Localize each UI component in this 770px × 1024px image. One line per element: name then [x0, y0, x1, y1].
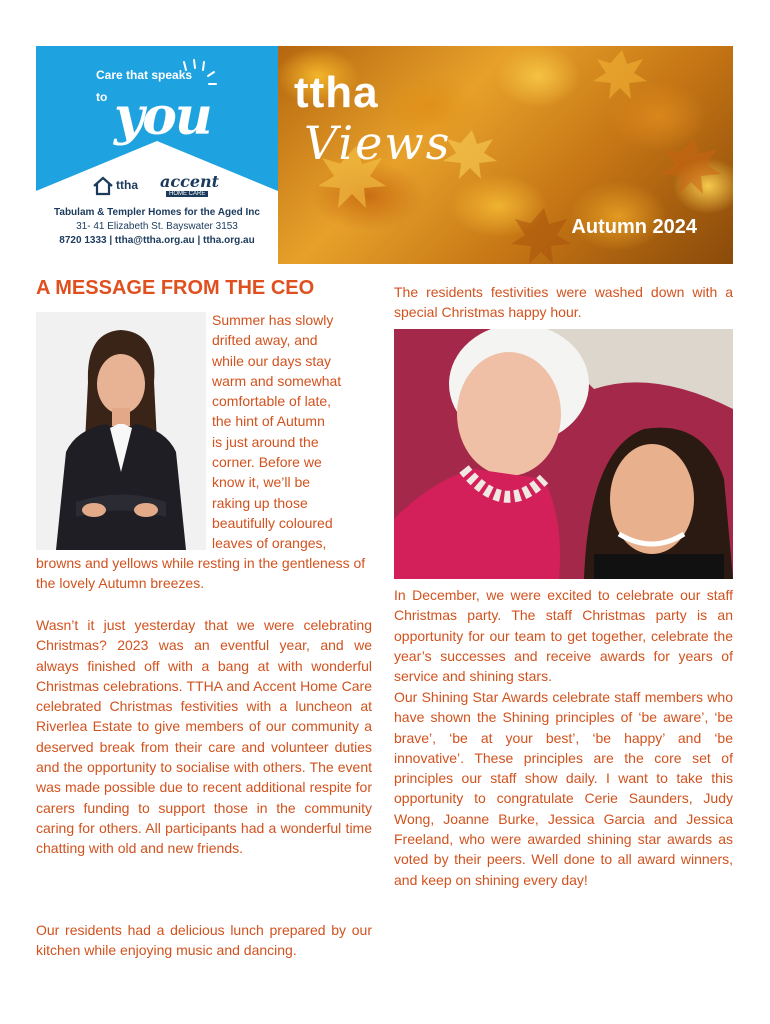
ceo-portrait-illustration — [36, 312, 206, 550]
logo-accent: accent — [160, 172, 220, 191]
org-address: 31- 41 Elizabeth St. Bayswater 3153 — [76, 221, 238, 232]
masthead-ttha: ttha — [294, 68, 379, 117]
logo-ttha: ttha — [116, 178, 138, 192]
logo-accent-sub: HOME CARE — [166, 191, 208, 197]
intro-line: while our days stay — [212, 352, 332, 369]
house-logo-icon — [92, 176, 114, 196]
paragraph-happy-hour: The residents festivities were washed down with a special Christmas happy hour. — [394, 284, 733, 321]
issue-season: Autumn 2024 — [571, 216, 697, 238]
intro-line: Summer has slowly — [212, 312, 334, 328]
masthead-views: Views — [304, 116, 452, 170]
paragraph-staff-party: In December, we were excited to celebrate our staff Christmas party. The staff Christmas party is an opportunity for our team to get together, celebrate the year’s successes and receive awards for years of service and shining stars. — [394, 587, 733, 685]
org-name: Tabulam & Templer Homes for the Aged Inc — [54, 207, 260, 218]
intro-line: the hint of Autumn — [212, 413, 325, 430]
tagline-to: to — [96, 90, 108, 104]
intro-line: drifted away, and — [212, 332, 318, 349]
article-headline: A MESSAGE FROM THE CEO — [36, 277, 315, 299]
intro-wrapped-text — [212, 310, 372, 554]
org-details — [36, 206, 278, 248]
tagline-care: Care that speaks — [96, 68, 193, 82]
tagline-you: you — [114, 86, 211, 147]
intro-line: beautifully coloured — [212, 514, 333, 531]
selfie-illustration — [394, 329, 733, 579]
intro-line: raking up those — [212, 494, 308, 511]
partner-logos — [92, 172, 232, 200]
ceo-portrait — [36, 312, 206, 550]
intro-line: corner. Before we — [212, 454, 322, 471]
residents-selfie-photo — [394, 329, 733, 579]
intro-line: comfortable of late, — [212, 393, 332, 410]
autumn-leaves-masthead — [278, 46, 733, 264]
branding-panel — [36, 46, 278, 264]
org-contact: 8720 1333 | ttha@ttha.org.au | ttha.org.au — [59, 235, 255, 246]
paragraph-lunch: Our residents had a delicious lunch prepared by our kitchen while enjoying music and dancing. — [36, 922, 372, 959]
paragraph-christmas: Wasn’t it just yesterday that we were celebrating Christmas? 2023 was an eventful year, and we always finished off with a bang at with wonderful Christmas celebrations. TTHA and Accent Home Care celebrated Christmas festivities with a luncheon at Riverlea Estate to give members of our community a deserved break from their care and volunteer duties and the opportunity to socialise with others. The event was made possible due to recent additional respite for carers funding to support those in the community caring for others. All participants had a wonderful time chatting with old and new friends. — [36, 617, 372, 857]
intro-line: is just around the — [212, 433, 319, 450]
paragraph-shining-stars: Our Shining Star Awards celebrate staff members who have shown the Shining principles of ‘be aware’, ‘be brave’, ‘be at your best’, ‘be happy’ and ‘be innovative’. These principles are the core set of principles our staff show daily. I want to take this opportunity to congratulate Cerie Saunders, Judy Wong, Joanne Burke, Jessica Garcia and Jessica Freeland, who were awarded shining star awards as voted by their peers. Well done to all award winners, and keep on shining every day! — [394, 689, 733, 888]
intro-line: know it, we’ll be — [212, 474, 311, 491]
intro-line: warm and somewhat — [212, 372, 342, 389]
intro-continued: browns and yellows while resting in the gentleness of the lovely Autumn breezes. — [36, 555, 366, 592]
intro-line: leaves of oranges, — [212, 535, 327, 552]
